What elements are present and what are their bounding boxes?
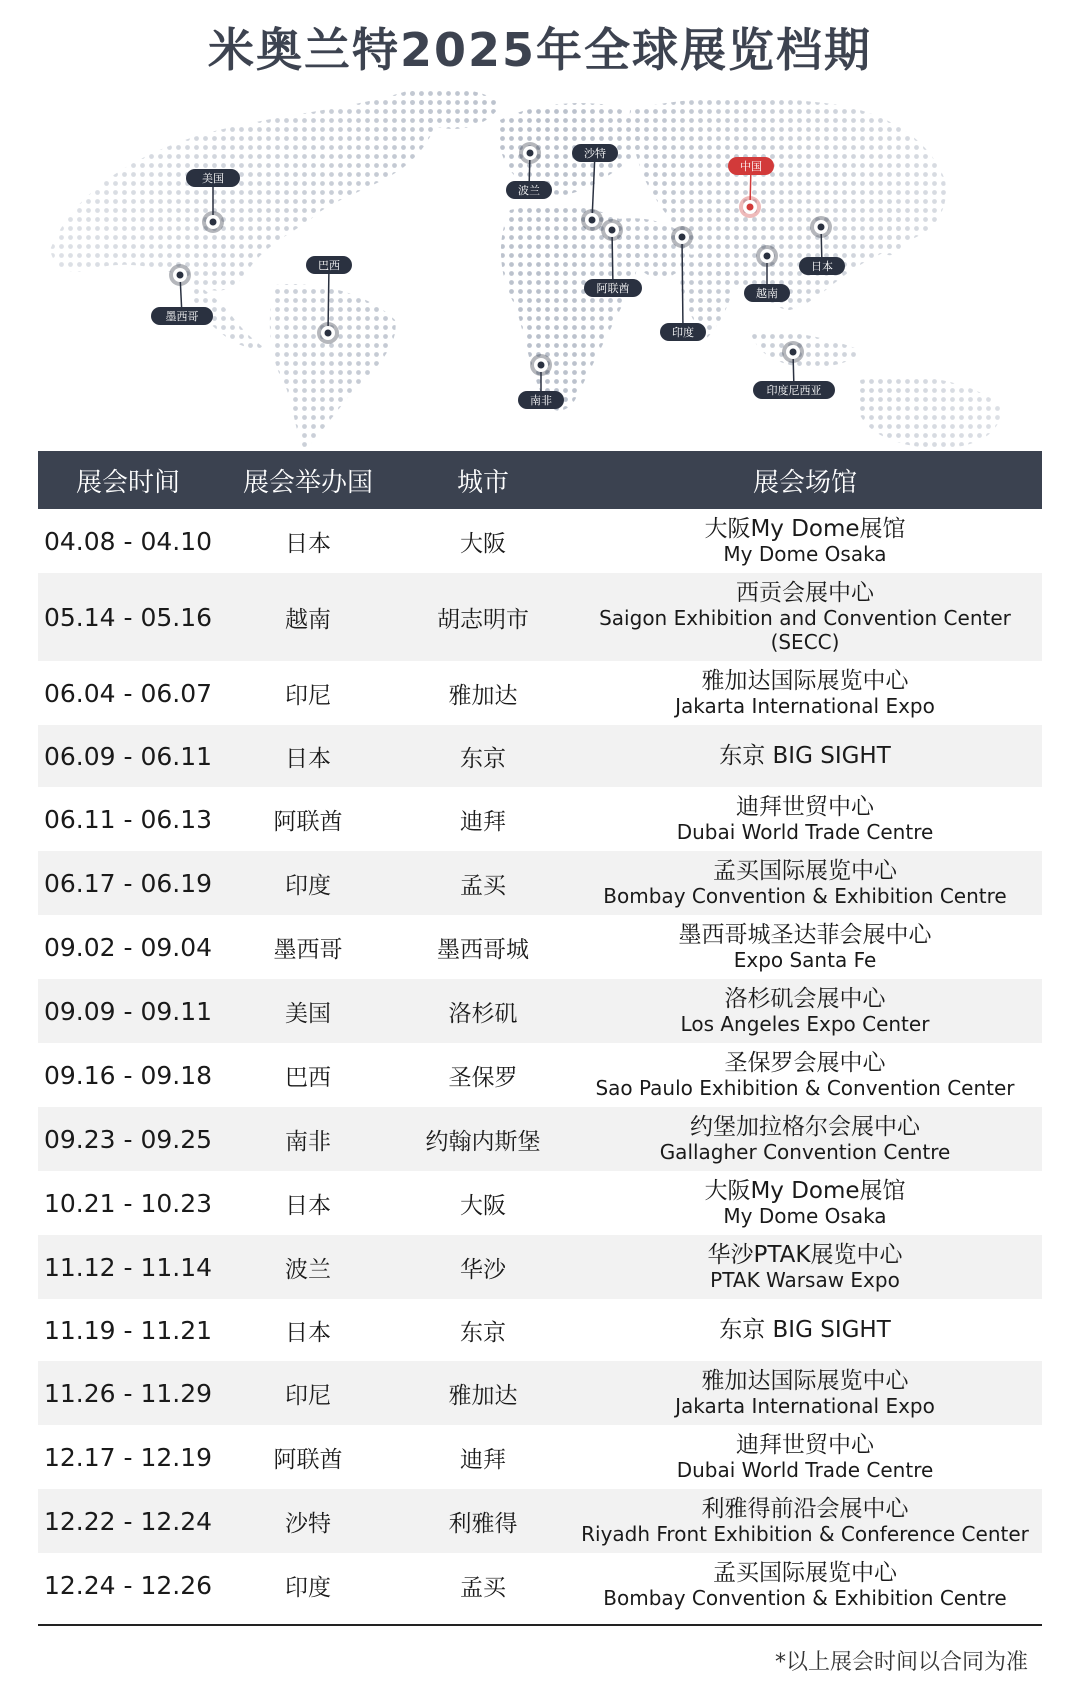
- cell-city: 雅加达: [448, 1382, 518, 1409]
- table-bottom-rule: [38, 1624, 1042, 1626]
- header-city: 城市: [456, 467, 509, 498]
- cell-city: 迪拜: [460, 808, 506, 835]
- pin-label: 波兰: [518, 184, 540, 197]
- venue-name-cn: 孟买国际展览中心: [713, 858, 897, 884]
- location-marker-icon: [679, 234, 686, 241]
- pin-label: 南非: [530, 394, 552, 407]
- footnote: *以上展会时间以合同为准: [774, 1650, 1028, 1675]
- location-marker-icon: [210, 219, 217, 226]
- cell-city: 孟买: [460, 872, 506, 899]
- venue-name-cn: 孟买国际展览中心: [713, 1560, 897, 1586]
- venue-name-en: Dubai World Trade Centre: [676, 820, 934, 844]
- cell-date: 06.17 - 06.19: [43, 868, 213, 898]
- cell-country: 南非: [285, 1128, 331, 1155]
- cell-date: 11.12 - 11.14: [43, 1252, 213, 1282]
- cell-date: 12.22 - 12.24: [43, 1506, 213, 1536]
- pin-label: 巴西: [318, 259, 340, 272]
- world-map: [30, 80, 1050, 450]
- cell-city: 圣保罗: [448, 1064, 518, 1091]
- venue-name-en: Saigon Exhibition and Convention Center (SECC): [599, 606, 1011, 654]
- pin-label: 墨西哥: [165, 310, 199, 323]
- cell-date: 06.09 - 06.11: [43, 741, 213, 771]
- page-title: 米奥兰特2025年全球展览档期: [207, 23, 873, 77]
- table-row: [38, 725, 1042, 787]
- location-marker-icon: [764, 253, 771, 260]
- cell-date: 09.02 - 09.04: [43, 932, 213, 962]
- venue-name-cn: 大阪My Dome展馆: [704, 516, 906, 542]
- cell-city: 迪拜: [460, 1446, 506, 1473]
- cell-date: 05.14 - 05.16: [43, 602, 213, 632]
- table-row: [38, 1107, 1042, 1171]
- cell-country: 日本: [285, 745, 331, 772]
- cell-country: 日本: [285, 1192, 331, 1219]
- venue-name-cn: 雅加达国际展览中心: [701, 668, 909, 694]
- cell-date: 09.23 - 09.25: [43, 1124, 213, 1154]
- cell-venue: [568, 743, 1042, 769]
- pin-label: 印度尼西亚: [766, 384, 822, 397]
- cell-city: 利雅得: [448, 1510, 518, 1537]
- cell-date: 04.08 - 04.10: [43, 526, 213, 556]
- venue-name-cn: 迪拜世贸中心: [736, 1432, 874, 1458]
- table-row: [38, 661, 1042, 725]
- venue-name-cn: 利雅得前沿会展中心: [701, 1496, 909, 1522]
- cell-venue: [568, 1242, 1042, 1292]
- location-marker-icon: [177, 272, 184, 279]
- venue-name-cn: 圣保罗会展中心: [724, 1050, 886, 1076]
- table-row: [38, 1553, 1042, 1617]
- table-header: [38, 451, 1042, 509]
- cell-venue: [568, 516, 1042, 566]
- cell-date: 11.19 - 11.21: [43, 1315, 213, 1345]
- table-row: [38, 1299, 1042, 1361]
- cell-date: 06.04 - 06.07: [43, 678, 213, 708]
- table-row: [38, 851, 1042, 915]
- cell-venue: [568, 858, 1042, 908]
- venue-name-en: PTAK Warsaw Expo: [710, 1268, 900, 1292]
- cell-venue: [568, 1496, 1042, 1546]
- venue-name-en: Los Angeles Expo Center: [680, 1012, 930, 1036]
- pin-label: 日本: [811, 260, 833, 273]
- cell-country: 巴西: [285, 1064, 331, 1091]
- cell-venue: [568, 986, 1042, 1036]
- venue-name-en: Gallagher Convention Centre: [659, 1140, 951, 1164]
- cell-country: 越南: [285, 606, 331, 633]
- venue-name-cn: 约堡加拉格尔会展中心: [690, 1114, 920, 1140]
- cell-date: 09.16 - 09.18: [43, 1060, 213, 1090]
- header-date: 展会时间: [75, 467, 180, 498]
- location-marker-icon: [747, 204, 754, 211]
- pin-label: 美国: [202, 172, 224, 185]
- venue-name-cn: 华沙PTAK展览中心: [707, 1242, 903, 1268]
- cell-city: 雅加达: [448, 682, 518, 709]
- venue-name-cn: 洛杉矶会展中心: [724, 986, 886, 1012]
- table-row: [38, 1361, 1042, 1425]
- venue-name-cn: 西贡会展中心: [736, 580, 874, 606]
- location-marker-icon: [527, 150, 534, 157]
- cell-city: 孟买: [460, 1574, 506, 1601]
- venue-name-cn: 墨西哥城圣达菲会展中心: [678, 922, 932, 948]
- cell-venue: [568, 580, 1042, 654]
- cell-city: 大阪: [460, 1192, 506, 1219]
- table-row: [38, 509, 1042, 573]
- cell-country: 日本: [285, 530, 331, 557]
- location-marker-icon: [790, 349, 797, 356]
- table-row: [38, 573, 1042, 661]
- table-row: [38, 1489, 1042, 1553]
- table-row: [38, 1425, 1042, 1489]
- venue-name-en: Bombay Convention & Exhibition Centre: [603, 1586, 1007, 1610]
- location-marker-icon: [325, 330, 332, 337]
- cell-country: 印度: [285, 872, 331, 899]
- venue-name-cn: 大阪My Dome展馆: [704, 1178, 906, 1204]
- cell-venue: [568, 1560, 1042, 1610]
- table-row: [38, 979, 1042, 1043]
- location-marker-icon: [818, 224, 825, 231]
- cell-date: 12.17 - 12.19: [43, 1442, 213, 1472]
- table-row: [38, 1043, 1042, 1107]
- cell-city: 胡志明市: [437, 606, 529, 633]
- cell-country: 阿联酋: [273, 808, 343, 835]
- pin-label: 沙特: [584, 147, 606, 160]
- header-venue: 展会场馆: [752, 467, 857, 498]
- cell-venue: [568, 794, 1042, 844]
- venue-name-en: My Dome Osaka: [723, 1204, 887, 1228]
- cell-date: 06.11 - 06.13: [43, 804, 213, 834]
- cell-country: 波兰: [285, 1256, 331, 1283]
- venue-name-en: Jakarta International Expo: [675, 694, 935, 718]
- cell-city: 洛杉矶: [448, 1000, 518, 1027]
- cell-country: 印尼: [285, 682, 331, 709]
- header-country: 展会举办国: [242, 467, 373, 498]
- cell-date: 12.24 - 12.26: [43, 1570, 213, 1600]
- exhibition-table: [38, 451, 1042, 1617]
- location-marker-icon: [538, 362, 545, 369]
- location-marker-icon: [609, 227, 616, 234]
- cell-city: 华沙: [460, 1256, 506, 1283]
- cell-venue: [568, 1432, 1042, 1482]
- cell-date: 10.21 - 10.23: [43, 1188, 213, 1218]
- pin-leader-line: [682, 237, 683, 332]
- cell-city: 东京: [460, 745, 506, 772]
- venue-name-en: Bombay Convention & Exhibition Centre: [603, 884, 1007, 908]
- cell-venue: [568, 668, 1042, 718]
- cell-city: 墨西哥城: [437, 936, 529, 963]
- venue-name-en: My Dome Osaka: [723, 542, 887, 566]
- venue-name-cn: 东京 BIG SIGHT: [719, 743, 891, 769]
- table-row: [38, 915, 1042, 979]
- cell-country: 阿联酋: [273, 1446, 343, 1473]
- pin-label: 中国: [740, 160, 762, 173]
- cell-city: 东京: [460, 1319, 506, 1346]
- pin-label: 越南: [756, 287, 778, 300]
- venue-name-cn: 雅加达国际展览中心: [701, 1368, 909, 1394]
- cell-country: 美国: [285, 1000, 331, 1027]
- cell-city: 约翰内斯堡: [425, 1128, 541, 1155]
- cell-venue: [568, 1368, 1042, 1418]
- cell-country: 日本: [285, 1319, 331, 1346]
- cell-country: 印度: [285, 1574, 331, 1601]
- venue-name-en: Riyadh Front Exhibition & Conference Center: [581, 1522, 1029, 1546]
- cell-country: 墨西哥: [273, 936, 343, 963]
- cell-date: 11.26 - 11.29: [43, 1378, 213, 1408]
- location-marker-icon: [589, 217, 596, 224]
- pin-label: 阿联酋: [596, 282, 630, 295]
- venue-name-cn: 东京 BIG SIGHT: [719, 1317, 891, 1343]
- pin-label: 印度: [672, 326, 694, 339]
- cell-venue: [568, 1317, 1042, 1343]
- cell-venue: [568, 1178, 1042, 1228]
- cell-venue: [568, 1114, 1042, 1164]
- table-row: [38, 1235, 1042, 1299]
- table-row: [38, 1171, 1042, 1235]
- venue-name-en: Expo Santa Fe: [733, 948, 877, 972]
- table-body: [38, 509, 1042, 1617]
- venue-name-en: Jakarta International Expo: [675, 1394, 935, 1418]
- cell-venue: [568, 1050, 1042, 1100]
- venue-name-en: Sao Paulo Exhibition & Convention Center: [595, 1076, 1015, 1100]
- table-row: [38, 787, 1042, 851]
- cell-country: 沙特: [285, 1510, 331, 1537]
- cell-venue: [568, 922, 1042, 972]
- venue-name-en: Dubai World Trade Centre: [676, 1458, 934, 1482]
- cell-city: 大阪: [460, 530, 506, 557]
- venue-name-cn: 迪拜世贸中心: [736, 794, 874, 820]
- cell-date: 09.09 - 09.11: [43, 996, 213, 1026]
- cell-country: 印尼: [285, 1382, 331, 1409]
